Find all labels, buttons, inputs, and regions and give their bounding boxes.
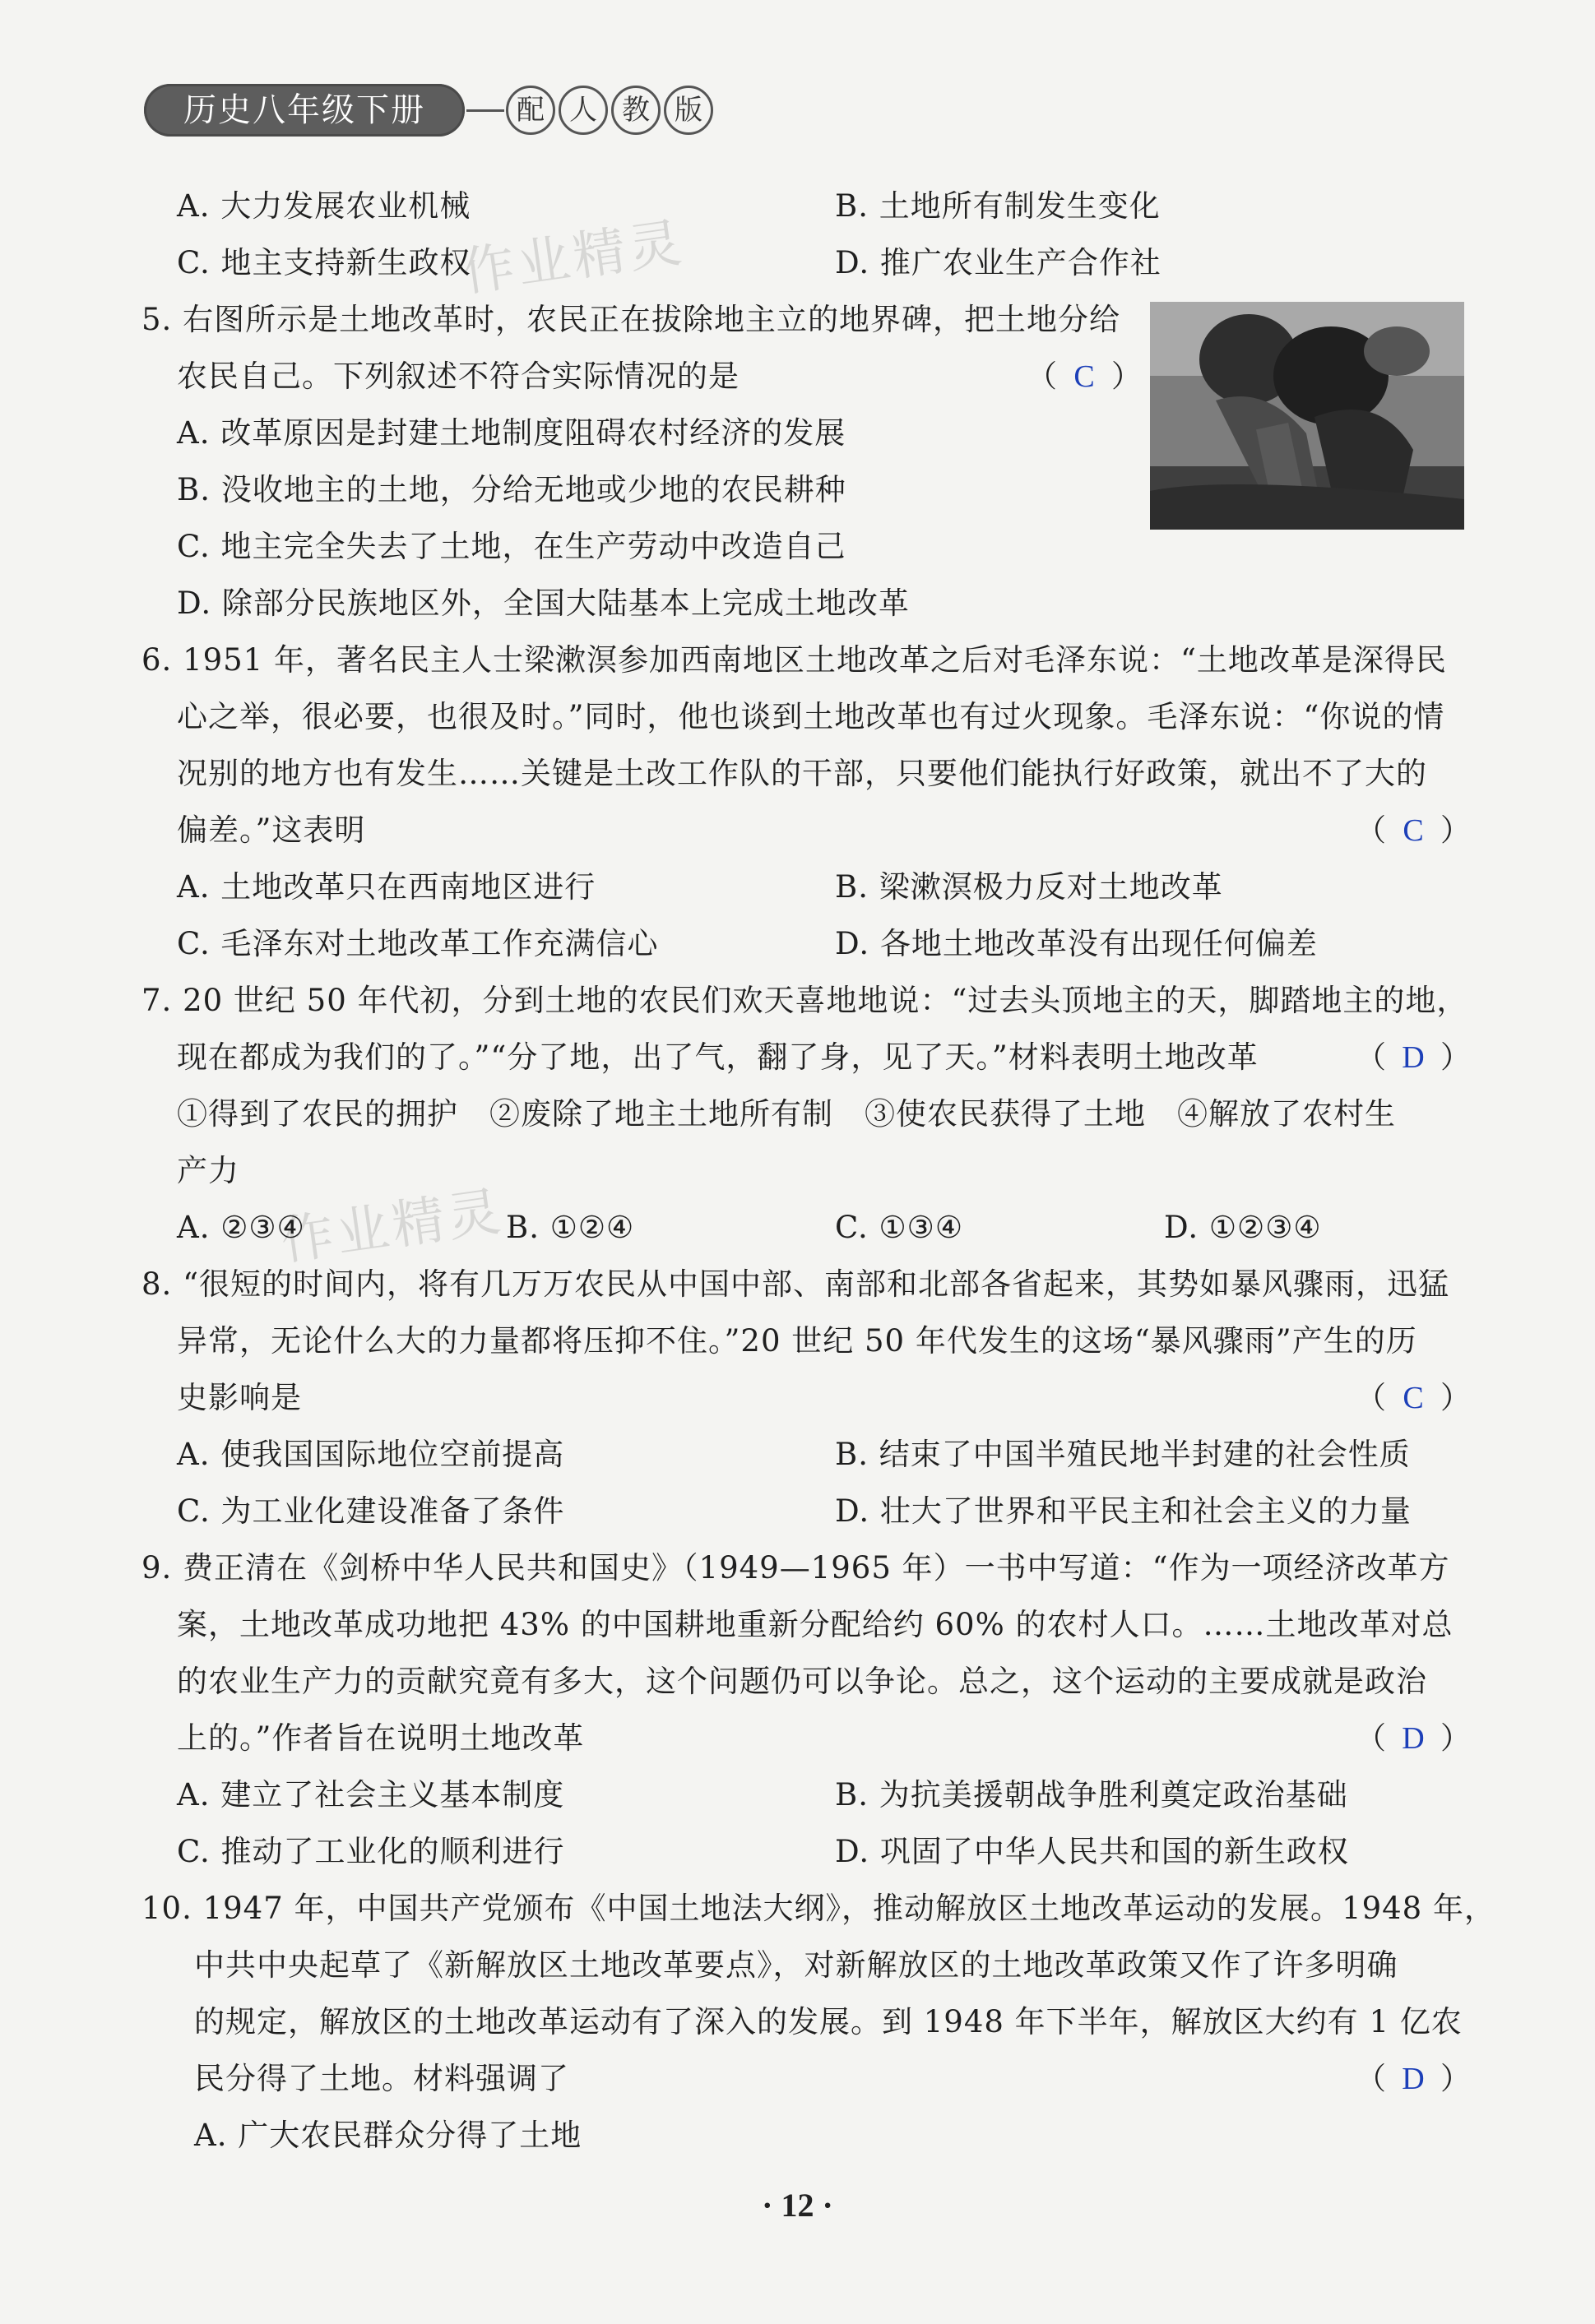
paren-open: （ [1356,1720,1386,1756]
book-title: 历史八年级下册 [144,84,465,137]
q10-answer [1356,2058,1471,2099]
paren-close: ） [1440,2061,1471,2096]
q4-option-c: C. 地主支持新生政权 [177,245,471,280]
q9-stem-line2: 案，土地改革成功地把 43% 的中国耕地重新分配给约 60% 的农村人口。……土地改革对总 [177,1607,1454,1642]
q7-stem-line2: 现在都成为我们的了。”“分了地，出了气，翻了身，见了天。”材料表明土地改革 [177,1039,1259,1075]
q7-statements-line1: ①得到了农民的拥护 ②废除了地主土地所有制 ③使农民获得了土地 ④解放了农村生 [177,1096,1396,1132]
paren-open: （ [1356,812,1386,848]
q5-option-c: C. 地主完全失去了土地，在生产劳动中改造自己 [177,529,846,564]
q6-option-a: A. 土地改革只在西南地区进行 [177,869,596,905]
q7-statements-line2: 产力 [177,1153,239,1188]
q6-stem-line1: 6. 1951 年，著名民主人士梁漱溟参加西南地区土地改革之后对毛泽东说：“土地改革是深得民 [141,642,1447,678]
q10-stem-line3: 的规定，解放区的土地改革运动有了深入的发展。到 1948 年下半年，解放区大约有 1 亿农 [194,2004,1463,2039]
q10-stem-line2: 中共中央起草了《新解放区土地改革要点》，对新解放区的土地改革政策又作了许多明确 [194,1947,1398,1983]
q5-stem-line1: 5. 右图所示是土地改革时，农民正在拔除地主立的地界碑，把土地分给 [141,302,1121,337]
watermark-logo: 作业精灵 [458,212,689,304]
q6-stem-line4: 偏差。”这表明 [177,812,366,848]
q8-stem-line2: 异常，无论什么大的力量都将压抑不住。”20 世纪 50 年代发生的这场“暴风骤雨”产生的历 [177,1323,1417,1359]
land-reform-photo [1150,302,1464,530]
q7-option-a: A. ②③④ [177,1210,305,1245]
edition-badge [506,86,713,135]
q9-stem-line3: 的农业生产力的贡献究竟有多大，这个问题仍可以争论。总之，这个运动的主要成就是政治 [177,1664,1427,1699]
q6-option-c: C. 毛泽东对土地改革工作充满信心 [177,926,659,961]
q8-stem-line3: 史影响是 [177,1380,302,1415]
edition-char: 版 [664,86,713,135]
paren-open: （ [1356,1380,1386,1415]
answer-letter: C [1403,1381,1424,1415]
q5-option-d: D. 除部分民族地区外，全国大陆基本上完成土地改革 [177,586,910,621]
header-connector-line [466,109,504,112]
q4-option-d: D. 推广农业生产合作社 [835,245,1161,280]
q7-answer [1356,1037,1471,1078]
paren-open: （ [1356,2061,1386,2096]
page-header [144,81,713,140]
q8-option-c: C. 为工业化建设准备了条件 [177,1493,565,1529]
paren-open: （ [1356,1039,1386,1075]
q5-option-a: A. 改革原因是封建土地制度阻碍农村经济的发展 [177,415,846,451]
paren-close: ） [1440,1380,1471,1415]
answer-letter: C [1403,813,1424,848]
q10-stem-line4: 民分得了土地。材料强调了 [194,2061,569,2096]
q8-option-b: B. 结束了中国半殖民地半封建的社会性质 [835,1437,1411,1472]
q7-option-c: C. ①③④ [835,1210,964,1245]
answer-letter: D [1402,1721,1425,1756]
page-number: · 12 · [762,2187,833,2224]
q6-option-d: D. 各地土地改革没有出现任何偏差 [835,926,1318,961]
q9-option-c: C. 推动了工业化的顺利进行 [177,1834,565,1869]
q8-option-a: A. 使我国国际地位空前提高 [177,1437,565,1472]
answer-letter: D [1402,1040,1425,1075]
q5-option-b: B. 没收地主的土地，分给无地或少地的农民耕种 [177,472,846,507]
q10-stem-line1: 10. 1947 年，中国共产党颁布《中国土地法大纲》，推动解放区土地改革运动的发展。1948 年， [141,1891,1495,1926]
q9-answer [1356,1718,1471,1759]
q10-option-a: A. 广大农民群众分得了土地 [194,2118,582,2153]
q7-stem-line1: 7. 20 世纪 50 年代初，分到土地的农民们欢天喜地地说：“过去头顶地主的天，脚踏地主的地， [141,983,1468,1018]
paren-open: （ [1027,359,1057,394]
q6-answer [1356,810,1471,851]
q5-answer [1027,356,1142,397]
q4-option-a: A. 大力发展农业机械 [177,188,471,224]
paren-close: ） [1440,1039,1471,1075]
edition-char: 配 [506,86,555,135]
q8-stem-line1: 8. “很短的时间内，将有几万万农民从中国中部、南部和北部各省起来，其势如暴风骤雨，迅猛 [141,1266,1449,1302]
paren-close: ） [1440,812,1471,848]
q8-answer [1356,1377,1471,1419]
q6-stem-line3: 况别的地方也有发生……关键是土改工作队的干部，只要他们能执行好政策，就出不了大的 [177,756,1427,791]
q9-stem-line4: 上的。”作者旨在说明土地改革 [177,1720,585,1756]
q5-stem-line2: 农民自己。下列叙述不符合实际情况的是 [177,359,740,394]
edition-char: 教 [611,86,661,135]
paren-close: ） [1111,359,1142,394]
paren-close: ） [1440,1720,1471,1756]
answer-letter: D [1402,2062,1425,2096]
q7-option-d: D. ①②③④ [1164,1210,1322,1245]
edition-char: 人 [559,86,608,135]
q9-option-a: A. 建立了社会主义基本制度 [177,1777,565,1812]
q9-option-d: D. 巩固了中华人民共和国的新生政权 [835,1834,1349,1869]
q4-option-b: B. 土地所有制发生变化 [835,188,1161,224]
q6-stem-line2: 心之举，很必要，也很及时。”同时，他也谈到土地改革也有过火现象。毛泽东说：“你说的情 [177,699,1445,734]
q6-option-b: B. 梁漱溟极力反对土地改革 [835,869,1223,905]
q9-stem-line1: 9. 费正清在《剑桥中华人民共和国史》（1949—1965 年）一书中写道：“作为一项经济改革方 [141,1550,1450,1586]
answer-letter: C [1073,359,1095,394]
q9-option-b: B. 为抗美援朝战争胜利奠定政治基础 [835,1777,1348,1812]
q8-option-d: D. 壮大了世界和平民主和社会主义的力量 [835,1493,1412,1529]
q7-option-b: B. ①②④ [506,1210,635,1245]
watermark-logo: 作业精灵 [277,1181,508,1273]
